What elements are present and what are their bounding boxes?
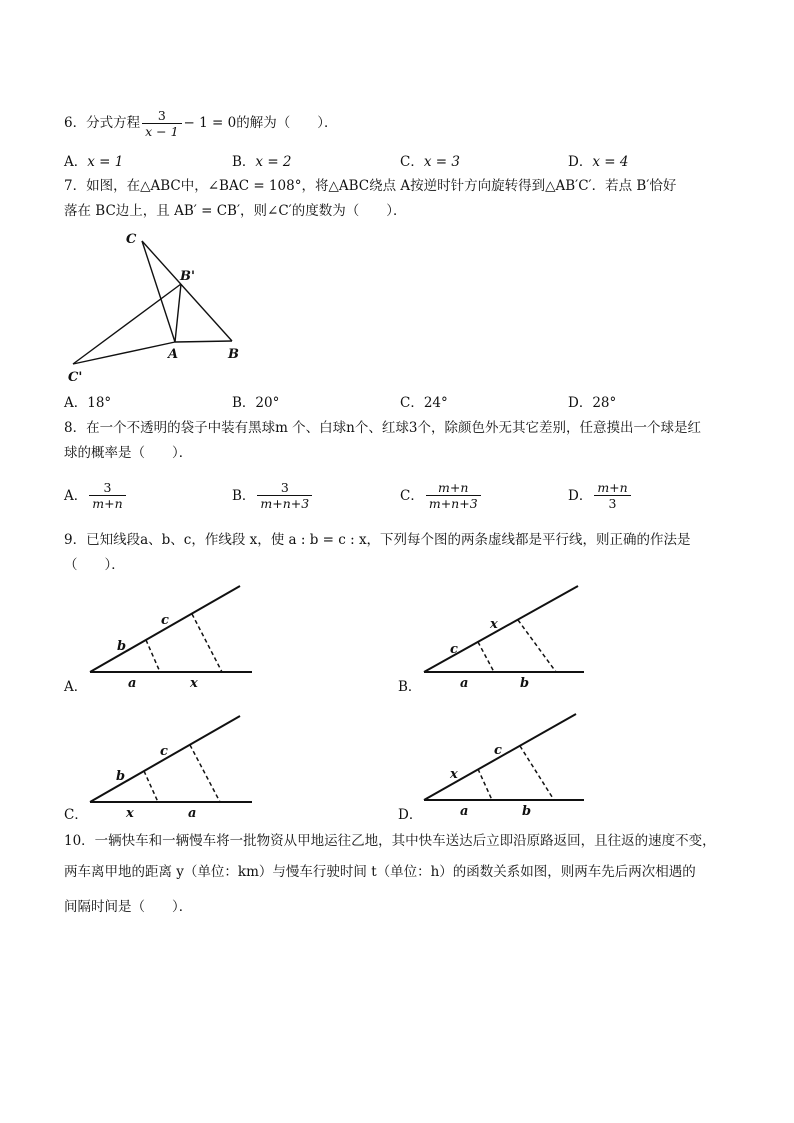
q6-stem-post: − 1 = 0的解为（ ）． xyxy=(183,115,338,131)
q10-stem-line3: 间隔时间是（ ）． xyxy=(64,899,193,915)
svg-text:a: a xyxy=(460,676,469,690)
q9-option-a-label[interactable]: A． xyxy=(64,679,88,695)
q6-fraction xyxy=(142,108,181,139)
svg-text:a: a xyxy=(188,806,197,820)
q6-stem-pre: 6．分式方程 xyxy=(64,115,141,131)
q6-option-b[interactable]: B．x = 2 xyxy=(232,154,292,170)
svg-text:x: x xyxy=(126,806,134,820)
svg-text:x: x xyxy=(190,676,198,690)
q6-option-a[interactable]: A．x = 1 xyxy=(64,154,124,170)
q6-stem xyxy=(64,106,337,140)
svg-text:c: c xyxy=(160,744,168,759)
svg-text:c: c xyxy=(450,642,458,657)
q6-option-d[interactable]: D．x = 4 xyxy=(568,154,629,170)
q7-label-a: A xyxy=(168,347,179,362)
q7-label-b: B xyxy=(228,347,239,362)
q6-option-c[interactable]: C．x = 3 xyxy=(400,154,460,170)
q8-option-c[interactable]: C． $\frac{m+n}{m+n+3}$ xyxy=(400,480,483,511)
q8-option-b[interactable]: B． $\frac{3}{m+n+3}$ xyxy=(232,480,314,511)
q6-fraction-numerator: 3 xyxy=(142,108,181,124)
q6-fraction-denominator: x − 1 xyxy=(145,123,179,139)
q7-stem-line1: 7．如图，在△ABC中，∠BAC = 108°，将△ABC绕点 A按逆时针方向旋转得到△AB′C′．若点 B′恰好 xyxy=(64,178,677,194)
svg-text:x: x xyxy=(490,617,498,632)
q9-stem-line2: （ ）． xyxy=(64,557,125,573)
svg-text:b: b xyxy=(522,804,532,819)
svg-text:a: a xyxy=(460,804,469,819)
svg-text:c: c xyxy=(161,613,169,628)
q7-label-c: C xyxy=(126,232,137,247)
q7-option-d[interactable]: D．28° xyxy=(568,395,617,411)
svg-text:b: b xyxy=(117,639,127,654)
q7-option-a[interactable]: A．18° xyxy=(64,395,112,411)
q7-option-b[interactable]: B．20° xyxy=(232,395,280,411)
q8-stem-line1: 8．在一个不透明的袋子中装有黑球m 个、白球n个、红球3个，除颜色外无其它差别，任意摸出一个球是红 xyxy=(64,420,701,436)
svg-text:a: a xyxy=(128,676,137,690)
q7-triangle-figure xyxy=(60,228,250,388)
q8-option-d[interactable]: D． $\frac{m+n}{3}$ xyxy=(568,480,633,511)
q9-option-c-label[interactable]: C． xyxy=(64,807,88,823)
q7-label-b-prime: B' xyxy=(180,269,195,284)
svg-text:c: c xyxy=(494,743,502,758)
svg-text:b: b xyxy=(520,676,530,690)
q10-stem-line1: 10．一辆快车和一辆慢车将一批物资从甲地运往乙地，其中快车送达后立即沿原路返回，且往返的速度不变， xyxy=(64,833,716,849)
q8-option-a[interactable]: A． $\frac{3}{m+n}$ xyxy=(64,480,128,511)
q9-figure-b[interactable] xyxy=(420,580,590,690)
q8-stem-line2: 球的概率是（ ）． xyxy=(64,445,193,461)
q9-figure-d[interactable] xyxy=(420,710,590,820)
q9-stem-line1: 9．已知线段a、b、c，作线段 x，使 a : b = c : x，下列每个图的两条虚线都是平行线，则正确的作法是 xyxy=(64,532,691,548)
q7-option-c[interactable]: C．24° xyxy=(400,395,448,411)
q7-label-c-prime: C' xyxy=(68,370,83,385)
q10-stem-line2: 两车离甲地的距离 y（单位：km）与慢车行驶时间 t（单位：h）的函数关系如图，则两车先后两次相遇的 xyxy=(64,864,696,880)
svg-text:x: x xyxy=(450,767,458,782)
q9-option-d-label[interactable]: D． xyxy=(398,807,423,823)
q9-figure-a[interactable] xyxy=(86,580,256,690)
svg-text:b: b xyxy=(116,769,126,784)
q9-option-b-label[interactable]: B． xyxy=(398,679,422,695)
q9-figure-c[interactable] xyxy=(86,710,256,820)
q7-stem-line2: 落在 BC边上，且 AB′ = CB′，则∠C′的度数为（ ）． xyxy=(64,203,407,219)
